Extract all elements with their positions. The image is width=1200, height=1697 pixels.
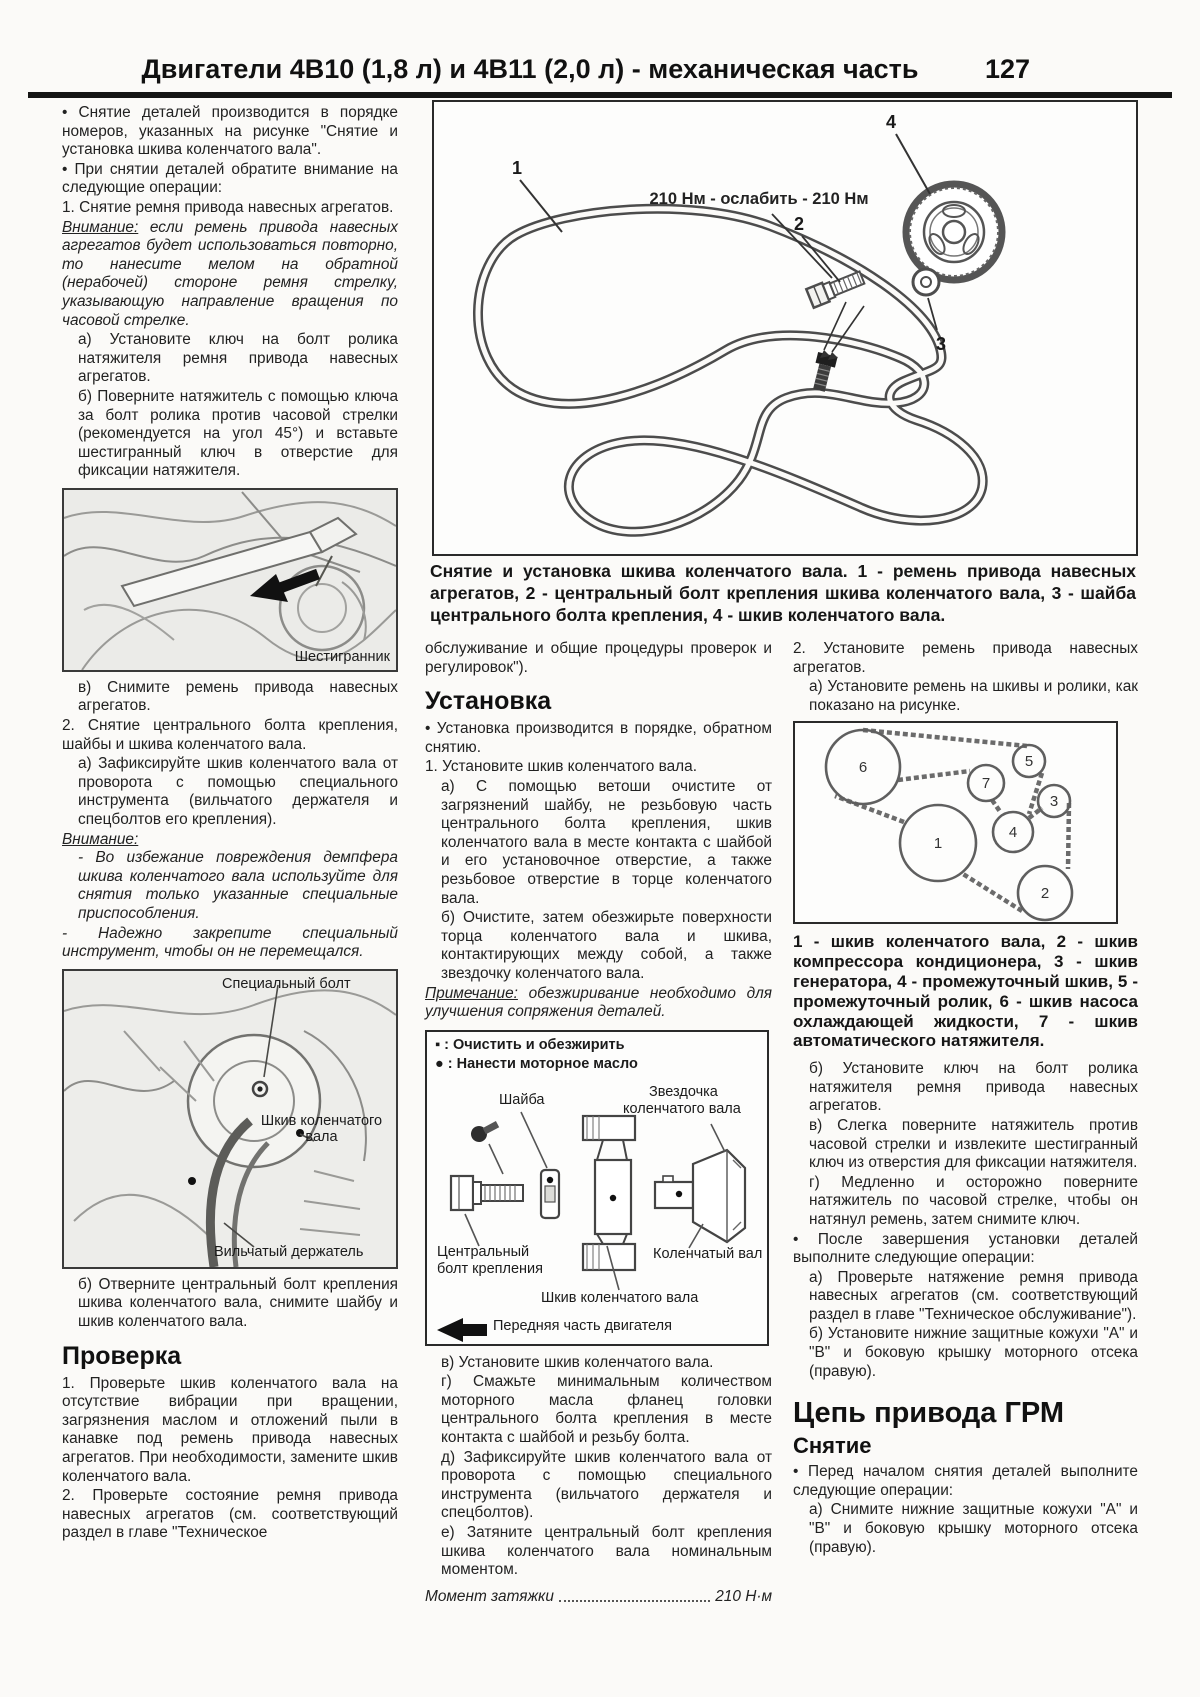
middle-column <box>425 640 772 1606</box>
step-g: г) Медленно и осторожно поверните натяжитель по часовой стрелке, чтобы он натянул ремень, затем снимите ключ. <box>809 1173 1138 1228</box>
belt-segments <box>835 730 1069 911</box>
washer-part <box>541 1170 559 1218</box>
figure-belt-routing <box>793 721 1118 924</box>
warning-label: Внимание: <box>62 218 139 236</box>
label-washer: Шайба <box>499 1091 545 1108</box>
pulley-6: 6 <box>858 759 868 777</box>
figure-pulley-install <box>425 1030 769 1346</box>
paragraph: • После завершения установки деталей выполните следующие операции: <box>793 1230 1138 1267</box>
photo2-label-bolt: Специальный болт <box>222 975 351 992</box>
check-heading: Проверка <box>62 1341 182 1370</box>
central-bolt <box>806 268 865 308</box>
step-a2: а) Проверьте натяжение ремня привода навесных агрегатов (см. соответствующий раздел в главе "Техническое обслуживание"). <box>809 1268 1138 1323</box>
torque-note: 210 Нм - ослабить - 210 Нм <box>649 190 869 208</box>
bolt-head-icon <box>468 1117 501 1145</box>
step-a: а) Установите ремень на шкивы и ролики, как показано на рисунке. <box>809 678 1138 714</box>
step-e: е) Затяните центральный болт крепления шкива коленчатого вала номинальным моментом. <box>441 1524 772 1579</box>
step-b2: б) Отверните центральный болт крепления шкива коленчатого вала, снимите шайбу и шкив коленчатого вала. <box>78 1275 398 1330</box>
label-crankshaft: Коленчатый вал <box>653 1245 763 1262</box>
belt-outline <box>478 209 983 532</box>
callout-2: 2 <box>794 214 805 234</box>
check-item1: 1. Проверьте шкив коленчатого вала на отсутствие вибрации при вращении, загрязнения маслом и отложений пыли в канавке под ремень привода навесных агрегатов. При необходимости, замените шкив коленчатого вала. <box>62 1374 398 1485</box>
torque-value: 210 Н·м <box>715 1587 772 1605</box>
left-column <box>62 104 398 1544</box>
install-heading: Установка <box>425 687 552 716</box>
pulley-3: 3 <box>1049 793 1059 811</box>
paragraph: • Установка производится в порядке, обратном снятию. <box>425 720 772 756</box>
callout-line-4 <box>896 134 930 194</box>
pulley-5: 5 <box>1024 753 1034 771</box>
warning-paragraph <box>62 219 398 331</box>
continuation-text: обслуживание и общие процедуры проверок и регулировок"). <box>425 640 772 676</box>
legend-oil: ● : Нанести моторное масло <box>435 1055 638 1072</box>
paragraph: 2. Установите ремень привода навесных агрегатов. <box>793 640 1138 676</box>
warning-text: если ремень привода навесных агрегатов будет использоваться повторно, то нанесите мелом на обратной (нерабочей) стороне ремня стрелку, указывающую направление вращения по часовой стрелке. <box>62 218 398 329</box>
pulley-numbers <box>859 753 1058 902</box>
page-title: Двигатели 4В10 (1,8 л) и 4В11 (2,0 л) - механическая часть <box>141 54 919 84</box>
step-d: д) Зафиксируйте шкив коленчатого вала от проворота с помощью специального инструмента (вильчатого держателя и спецболтов). <box>441 1448 772 1522</box>
label-bolt-1: Центральный <box>437 1243 530 1260</box>
torque-label: Момент затяжки <box>425 1587 554 1605</box>
crank-pulley <box>906 184 1002 280</box>
paragraph: 1. Установите шкив коленчатого вала. <box>425 758 697 776</box>
label-front-of-engine: Передняя часть двигателя <box>493 1317 672 1334</box>
pulley-4: 4 <box>1008 824 1018 842</box>
paragraph: • Перед началом снятия деталей выполните следующие операции: <box>793 1463 1138 1499</box>
figure-top-caption: Снятие и установка шкива коленчатого вала. 1 - ремень привода навесных агрегатов, 2 - центральный болт крепления шкива коленчатого вала, 3 - шайба центрального болта крепления, 4 - шкив коленчатого вала. <box>430 561 1136 625</box>
check-item2: 2. Проверьте состояние ремня привода навесных агрегатов (см. соответствующий раздел в главе "Техническое <box>62 1487 398 1542</box>
pulley-part <box>583 1116 635 1270</box>
step-b: б) Поверните натяжитель с помощью ключа за болт ролика против часовой стрелки (рекомендуется на угол 45°) и вставьте шестигранный ключ в отверстие для фиксации натяжителя. <box>78 387 398 480</box>
legend-clean: ▪ : Очистить и обезжирить <box>435 1036 625 1053</box>
warning2-label: Внимание: <box>62 830 139 848</box>
callout-1: 1 <box>512 158 523 178</box>
removal-subheading: Снятие <box>793 1433 872 1459</box>
pulley-7: 7 <box>981 775 991 793</box>
label-bolt-2: болт крепления <box>437 1260 543 1277</box>
step-g: г) Смажьте минимальным количеством моторного масла фланец головки центрального болта крепления в месте контакта с шайбой и резьбу болта. <box>441 1373 772 1447</box>
callout-3: 3 <box>936 334 947 354</box>
warning2-item1: - Во избежание повреждения демпфера шкива коленчатого вала используйте для снятия только указанные специальные приспособления. <box>78 849 398 922</box>
page-number: 127 <box>985 54 1031 84</box>
washer <box>913 269 939 295</box>
photo1-label-hex: Шестигранник <box>294 648 390 665</box>
photo1-sketch <box>64 490 396 670</box>
photo2-label-holder: Вильчатый держатель <box>214 1243 364 1260</box>
crank-pulley-diagram <box>434 102 1136 554</box>
belt-routing-diagram <box>795 723 1116 922</box>
step-a: а) Установите ключ на болт ролика натяжителя ремня привода навесных агрегатов. <box>78 331 398 386</box>
header-rule <box>28 92 1172 98</box>
right-column <box>793 640 1138 1558</box>
warning2-item2: - Надежно закрепите специальный инструмент, чтобы он не перемещался. <box>62 924 398 961</box>
note-text: обезжиривание необходимо для улучшения сопряжения деталей. <box>425 984 772 1021</box>
paragraph: • Снятие деталей производится в порядке номеров, указанных на рисунке "Снятие и установка шкива коленчатого вала". <box>62 104 398 159</box>
callout-4: 4 <box>886 112 897 132</box>
note-label: Примечание: <box>425 984 518 1002</box>
step-a3: а) Снимите нижние защитные кожухи "А" и "В" и боковую крышку моторного отсека (правую). <box>809 1501 1138 1556</box>
paragraph: 2. Снятие центрального болта крепления, шайбы и шкива коленчатого вала. <box>62 717 398 753</box>
pulley-2: 2 <box>1040 885 1050 903</box>
figure-crank-pulley-removal <box>432 100 1138 556</box>
step-v: в) Снимите ремень привода навесных агрегатов. <box>78 678 398 715</box>
photo-special-tool <box>62 969 398 1269</box>
label-pulley: Шкив коленчатого вала <box>541 1289 699 1306</box>
dot-leader <box>559 1600 710 1602</box>
label-sprocket-1: Звездочка <box>649 1083 718 1100</box>
step-a2: а) Зафиксируйте шкив коленчатого вала от проворота с помощью специального инструмента (вильчатого держателя и спецболтов его крепления). <box>78 755 398 829</box>
central-bolt-part <box>451 1176 523 1210</box>
paragraph: • При снятии деталей обратите внимание на следующие операции: <box>62 160 398 197</box>
belt-routing-caption: 1 - шкив коленчатого вала, 2 - шкив компрессора кондиционера, 3 - шкив генератора, 4 - промежуточный шкив, 5 - промежуточный ролик, 6 - шкив насоса охлаждающей жидкости, 7 - шкив автоматического натяжителя. <box>793 932 1138 1051</box>
front-arrow-icon <box>437 1318 487 1342</box>
photo-tensioner-hex-key <box>62 488 398 672</box>
paragraph: 1. Снятие ремня привода навесных агрегатов. <box>62 198 394 216</box>
step-b: б) Установите ключ на болт ролика натяжителя ремня привода навесных агрегатов. <box>809 1060 1138 1115</box>
photo2-label-pulley: Шкив коленчатого вала <box>260 1112 383 1145</box>
step-b2: б) Установите нижние защитные кожухи "А" и "В" и боковую крышку моторного отсека (правую). <box>809 1325 1138 1380</box>
step-v: в) Установите шкив коленчатого вала. <box>441 1353 714 1371</box>
torque-spec-line <box>425 1588 772 1607</box>
step-a: а) С помощью ветоши очистите от загрязнений шайбу, не резьбовую часть центрального болта крепления, шкив коленчатого вала в месте контакта с шайбой и его установочное отверстие, а также резьбовое отверстие в торце коленчатого вала. <box>441 777 772 907</box>
step-b: б) Очистите, затем обезжирьте поверхности торца коленчатого вала и шкива, контактирующих между собой, а также звездочку коленчатого вала. <box>441 909 772 982</box>
note-paragraph <box>425 985 772 1022</box>
label-sprocket-2: коленчатого вала <box>623 1100 741 1117</box>
pulley-1: 1 <box>933 835 943 853</box>
timing-chain-heading: Цепь привода ГРМ <box>793 1397 1065 1430</box>
step-v: в) Слегка поверните натяжитель против часовой стрелки и извлеките шестигранный ключ из отверстия для фиксации натяжителя. <box>809 1116 1138 1172</box>
